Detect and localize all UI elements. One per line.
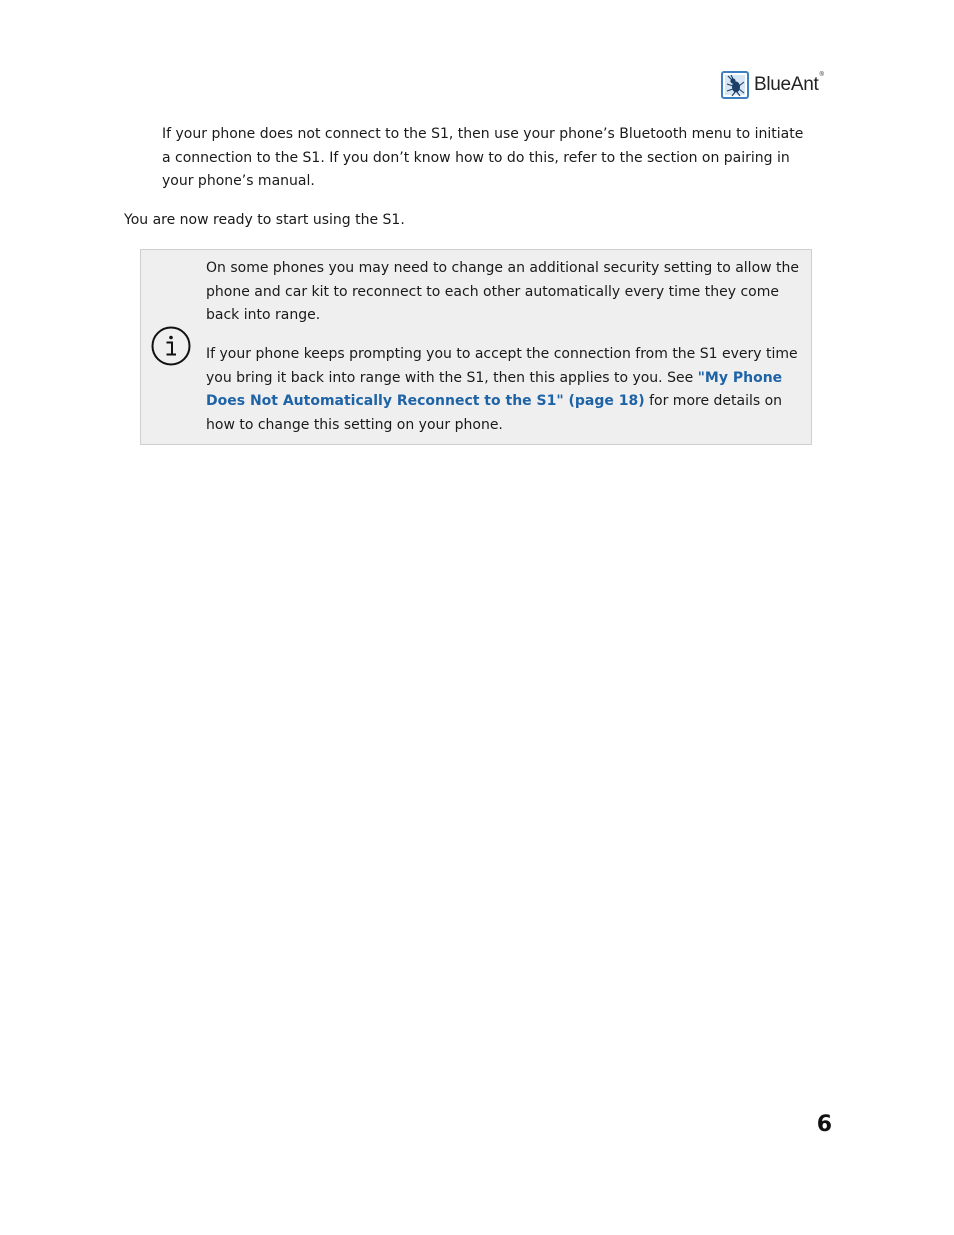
page-number: 6 (816, 1112, 832, 1137)
blueant-logo (721, 70, 824, 100)
ready-to-use-paragraph: You are now ready to start using the S1. (124, 212, 405, 228)
info-icon (151, 326, 191, 366)
prompting-text-after: for more details on how to change this setting on your phone. (206, 393, 783, 433)
logo-wordmark: BlueAnt® (754, 72, 824, 95)
prompting-paragraph (206, 343, 804, 437)
reconnect-page-18-link[interactable]: "My Phone Does Not Automatically Reconnect to the S1" (page 18) (206, 369, 783, 409)
info-note-text (206, 257, 804, 437)
security-setting-paragraph: On some phones you may need to change an additional security setting to allow the phone and car kit to reconnect to each other automatically every time they come back into range. (206, 260, 800, 323)
connection-instructions-paragraph: If your phone does not connect to the S1, then use your phone’s Bluetooth menu to initiate a connection to the S1. If you don’t know how to do this, refer to the section on pairing in your phone’s manual. (162, 126, 804, 189)
blueant-ant-icon (721, 71, 749, 99)
logo-registered-mark: ® (819, 72, 824, 78)
prompting-text-before: If your phone keeps prompting you to accept the connection from the S1 every time you bring it back into range with the S1, then this applies to you. See (206, 346, 798, 386)
